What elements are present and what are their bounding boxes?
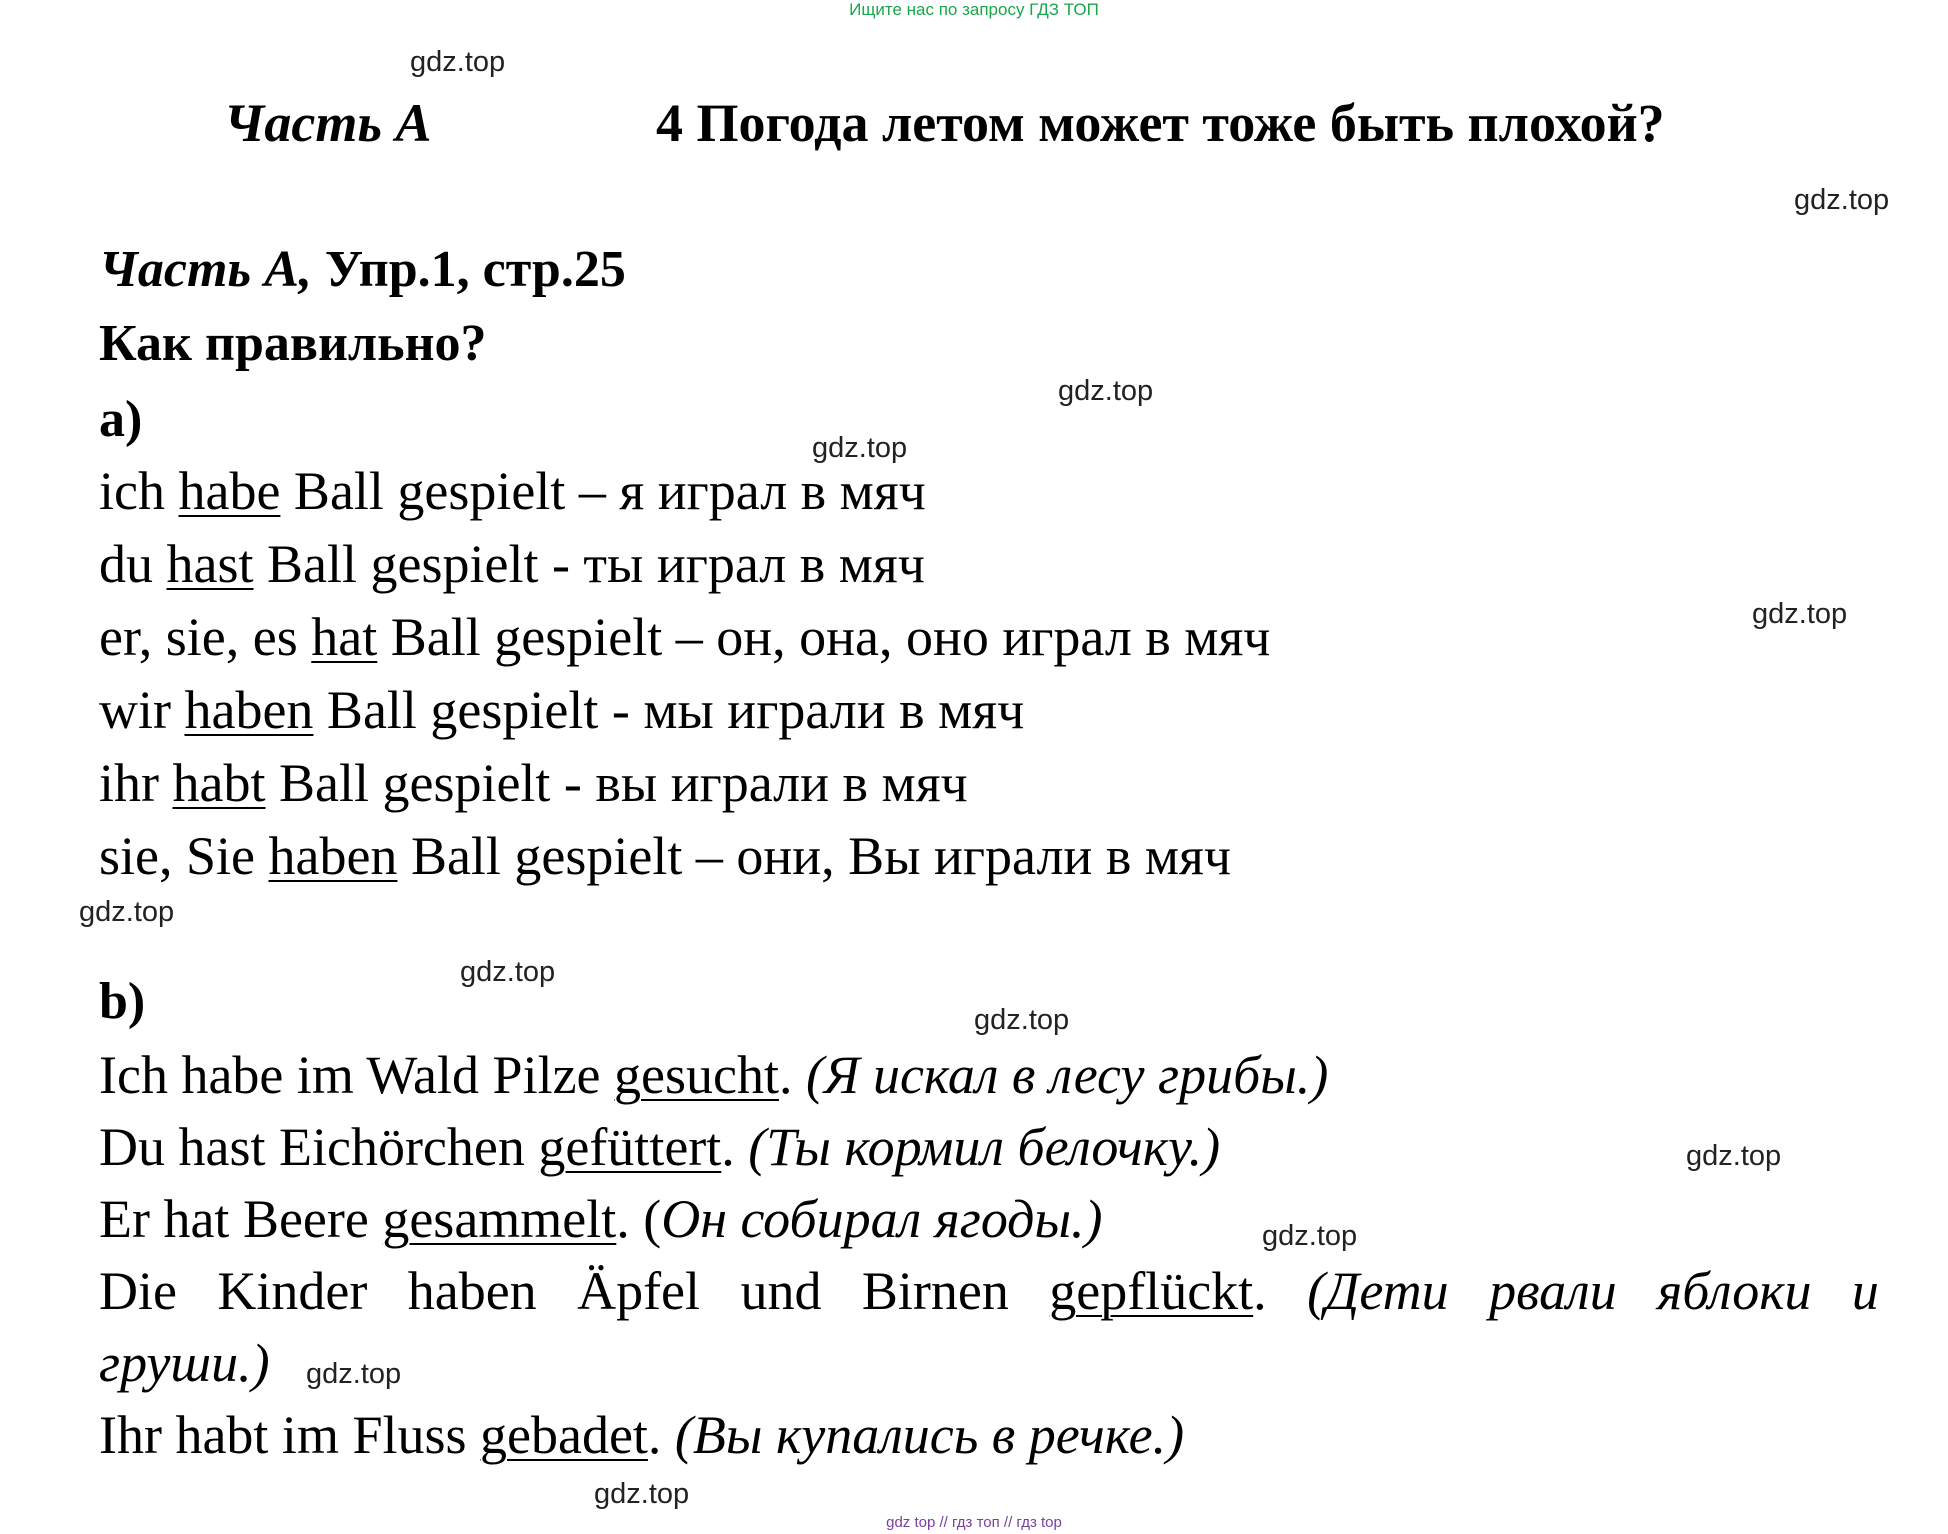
watermark: gdz.top: [460, 956, 556, 988]
exercise-heading: Часть А, Упр.1, стр.25: [99, 241, 626, 298]
header-title: 4 Погода летом может тоже быть плохой?: [656, 93, 1665, 153]
top-banner: Ищите нас по запросу ГДЗ ТОП: [849, 0, 1099, 19]
watermark: gdz.top: [1794, 184, 1890, 216]
sentence-line-continuation: груши.): [99, 1333, 270, 1393]
watermark: gdz.top: [974, 1004, 1070, 1036]
conjugation-line: sie, Sie haben Ball gespielt – они, Вы играли в мяч: [99, 826, 1231, 886]
conjugation-line: wir haben Ball gespielt - мы играли в мяч: [99, 680, 1025, 740]
watermark: gdz.top: [1262, 1220, 1358, 1252]
watermark: gdz.top: [306, 1358, 402, 1390]
watermark: gdz.top: [812, 432, 908, 464]
section-a-label: a): [99, 391, 143, 448]
watermark: gdz.top: [1752, 598, 1848, 630]
sentence-line: Ihr habt im Fluss gebadet. (Вы купались в речке.): [99, 1405, 1185, 1465]
conjugation-line: ich habe Ball gespielt – я играл в мяч: [99, 461, 926, 521]
sentence-line: Er hat Beere gesammelt. (Он собирал ягоды.): [99, 1189, 1103, 1249]
watermark: gdz.top: [79, 896, 175, 928]
watermark: gdz.top: [1058, 375, 1154, 407]
watermark: gdz.top: [410, 46, 506, 78]
conjugation-line: du hast Ball gespielt - ты играл в мяч: [99, 534, 925, 594]
question: Как правильно?: [99, 315, 487, 372]
watermark: gdz.top: [1686, 1140, 1782, 1172]
conjugation-line: ihr habt Ball gespielt - вы играли в мяч: [99, 753, 968, 813]
conjugation-line: er, sie, es hat Ball gespielt – он, она, оно играл в мяч: [99, 607, 1271, 667]
sentence-line-justified: Die Kinder haben Äpfel und Birnen gepflückt. (Дети рвали яблоки и: [99, 1261, 1879, 1321]
section-b-label: b): [99, 973, 146, 1030]
sentence-line: Du hast Eichörchen gefüttert. (Ты кормил белочку.): [99, 1117, 1221, 1177]
footer-links: gdz top // гдз топ // гдз top: [886, 1514, 1062, 1531]
header-part: Часть А: [224, 93, 432, 153]
sentence-line: Ich habe im Wald Pilze gesucht. (Я искал в лесу грибы.): [99, 1045, 1329, 1105]
watermark: gdz.top: [594, 1478, 690, 1510]
